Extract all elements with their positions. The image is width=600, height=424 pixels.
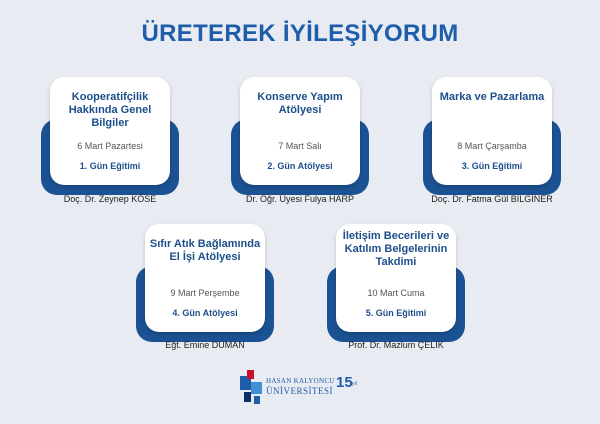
card-title: Marka ve Pazarlama bbox=[439, 91, 545, 103]
day-2-card bbox=[240, 77, 360, 195]
presenter-5: Prof. Dr. Mazlum ÇELİK bbox=[348, 340, 444, 350]
page-title: ÜRETEREK İYİLEŞİYORUM bbox=[141, 20, 459, 47]
card-face bbox=[145, 224, 265, 332]
presenter-1: Doç. Dr. Zeynep KÖSE bbox=[63, 194, 157, 204]
card-title: Kooperatifçilik Hakkında Genel Bilgiler bbox=[68, 91, 152, 129]
presenter-3: Doç. Dr. Fatma Gül BİLGİNER bbox=[431, 194, 553, 204]
anniversary-suffix: yıl bbox=[352, 381, 357, 387]
card-face bbox=[50, 77, 170, 185]
presenter-4: Eğt. Emine DUMAN bbox=[165, 340, 245, 350]
university-emblem-icon bbox=[238, 368, 266, 410]
card-tag: 2. Gün Atölyesi bbox=[267, 161, 333, 171]
day-3-card bbox=[432, 77, 552, 195]
card-date: 8 Mart Çarşamba bbox=[457, 141, 527, 151]
card-tag: 4. Gün Atölyesi bbox=[172, 308, 238, 318]
anniversary-number: 15 bbox=[336, 374, 353, 391]
card-face bbox=[432, 77, 552, 185]
card-face bbox=[336, 224, 456, 332]
card-title: İletişim Becerileri ve Katılım Belgelerinin Takdimi bbox=[342, 230, 450, 268]
day-4-card bbox=[145, 224, 265, 342]
logo-line-2: ÜNİVERSİTESİ bbox=[266, 386, 333, 396]
logo-line-1: HASAN KALYONCU bbox=[266, 377, 335, 385]
card-title: Konserve Yapım Atölyesi bbox=[257, 91, 343, 116]
card-tag: 5. Gün Eğitimi bbox=[365, 308, 427, 318]
card-date: 6 Mart Pazartesi bbox=[77, 141, 143, 151]
day-5-card bbox=[336, 224, 456, 342]
university-logo bbox=[238, 368, 368, 410]
card-date: 7 Mart Salı bbox=[278, 141, 322, 151]
card-tag: 3. Gün Eğitimi bbox=[461, 161, 523, 171]
card-face bbox=[240, 77, 360, 185]
presenter-2: Dr. Öğr. Üyesi Fulya HARP bbox=[245, 194, 355, 204]
day-1-card bbox=[50, 77, 170, 195]
card-title: Sıfır Atık Bağlamında El İşi Atölyesi bbox=[149, 238, 261, 263]
card-date: 10 Mart Cuma bbox=[367, 288, 425, 298]
card-date: 9 Mart Perşembe bbox=[170, 288, 240, 298]
card-tag: 1. Gün Eğitimi bbox=[79, 161, 141, 171]
